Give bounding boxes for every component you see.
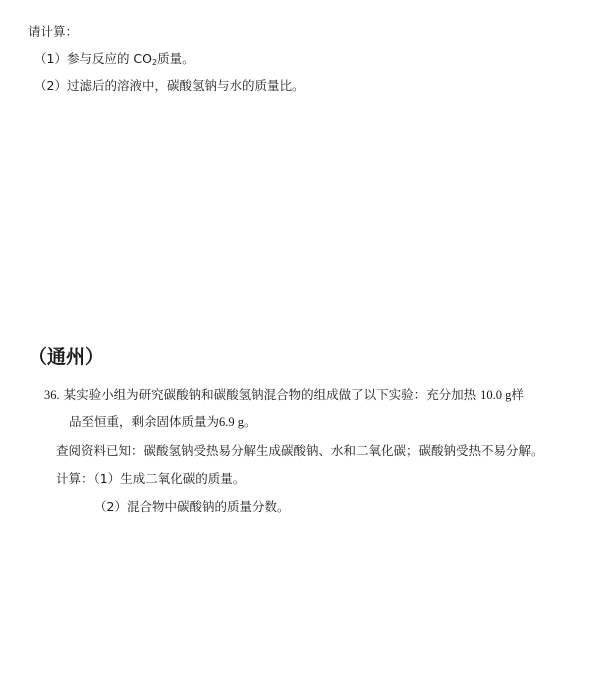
co2-subscript: 2 xyxy=(152,58,158,67)
problem-statement-part-1b: 样 xyxy=(511,387,524,402)
sample-mass-value: 10.0 g xyxy=(480,388,512,402)
problem-36-line-1 xyxy=(44,387,524,403)
calc-intro-text: 请计算： xyxy=(28,24,79,39)
question-2-text: （2）过滤后的溶液中，碳酸氢钠与水的质量比。 xyxy=(34,78,305,93)
reference-note xyxy=(56,443,544,459)
question-1 xyxy=(34,51,195,67)
calc-intro xyxy=(28,24,78,40)
problem-number: 36. xyxy=(44,388,60,402)
reference-note-text: 查阅资料已知：碳酸氢钠受热易分解生成碳酸钠、水和二氧化碳；碳酸钠受热不易分解。 xyxy=(56,443,544,458)
region-heading xyxy=(28,345,104,369)
residue-mass-value: 6.9 g xyxy=(219,415,245,429)
question-1-prefix: （1）参与反应的 CO xyxy=(34,51,152,66)
compute-question-2-text: （2）混合物中碳酸钠的质量分数。 xyxy=(94,499,290,514)
problem-statement-part-2: 品至恒重，剩余固体质量为 xyxy=(69,414,220,429)
compute-question-2 xyxy=(94,499,289,515)
problem-statement-part-2b: 。 xyxy=(244,414,257,429)
compute-label: 计算： xyxy=(56,471,94,486)
problem-statement-part-1: 某实验小组为研究碳酸钠和碳酸氢钠混合物的组成做了以下实验：充分加热 xyxy=(63,387,477,402)
compute-question-1-text: （1）生成二氧化碳的质量。 xyxy=(93,471,246,486)
problem-36-line-2 xyxy=(69,414,257,430)
question-2 xyxy=(34,78,304,94)
region-heading-text: （通州） xyxy=(28,346,105,368)
compute-question-1 xyxy=(56,471,245,487)
question-1-suffix: 质量。 xyxy=(157,51,195,66)
